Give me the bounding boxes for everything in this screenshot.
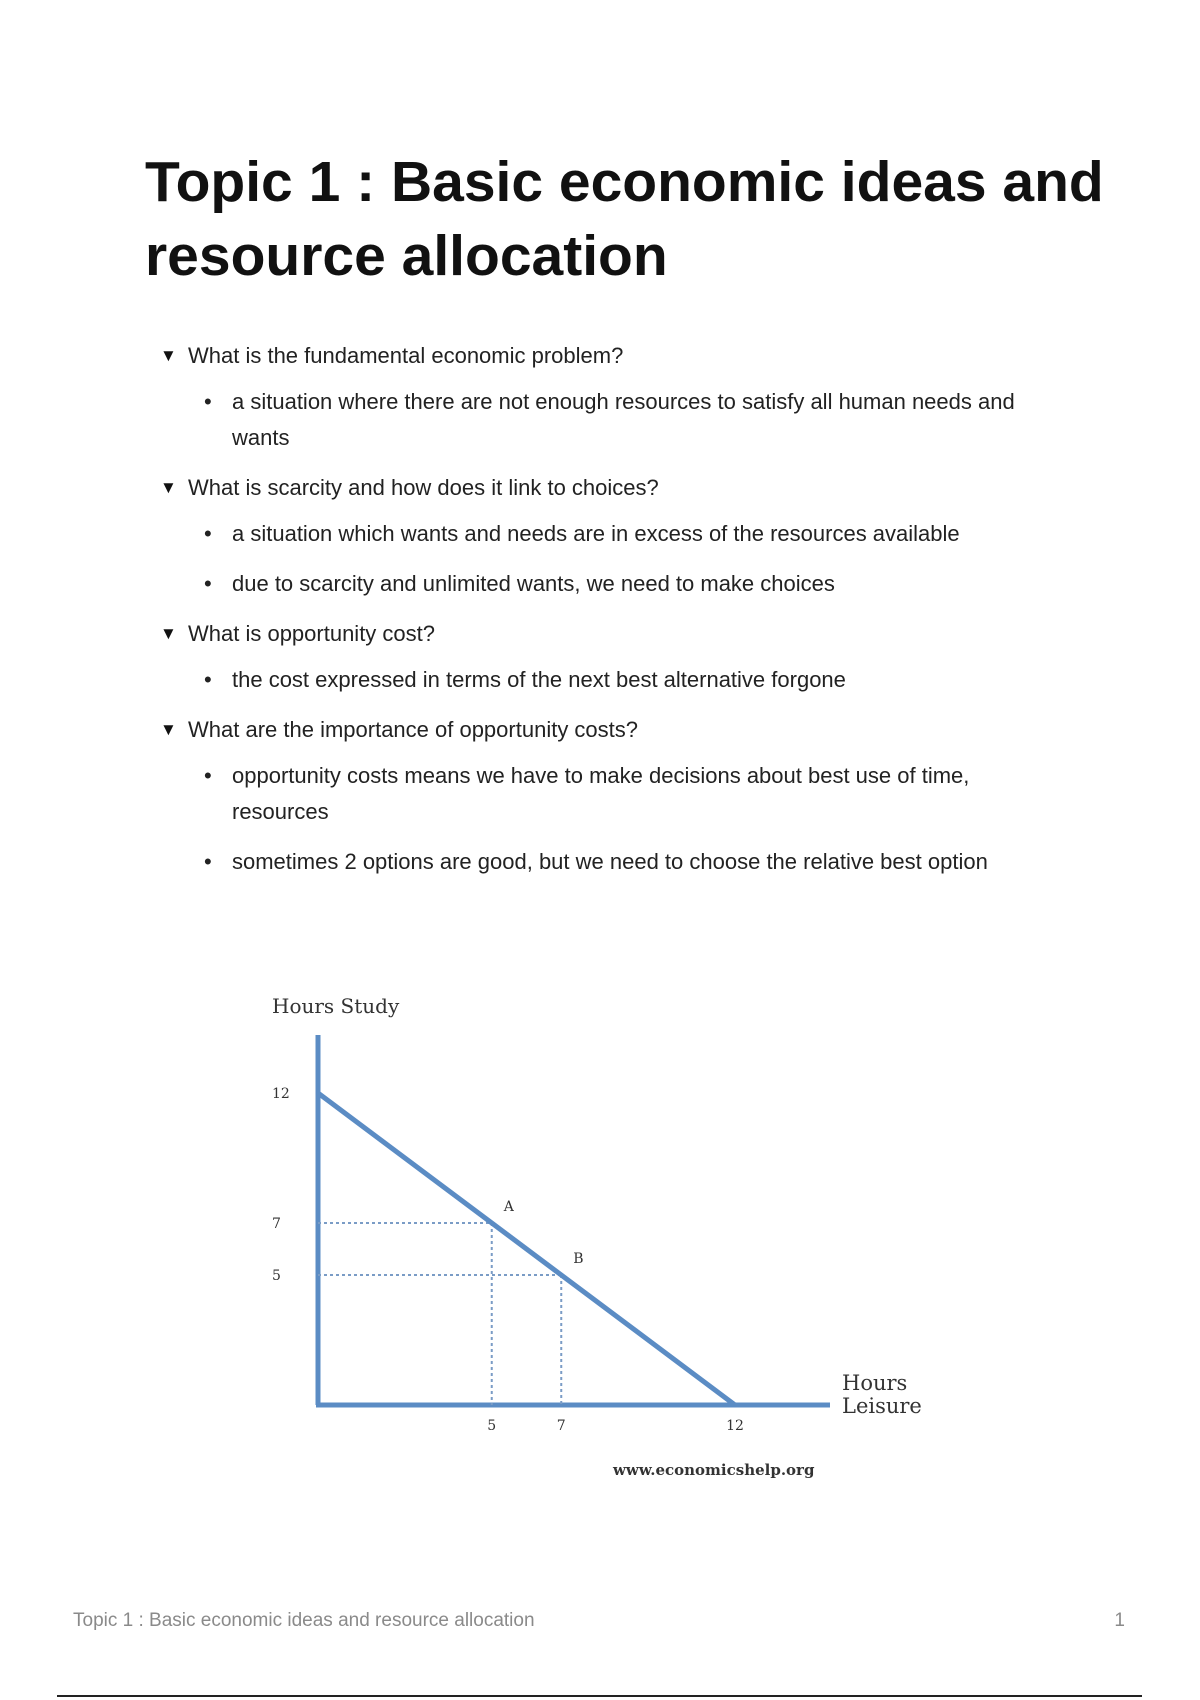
chart-source: www.economicshelp.org — [613, 1461, 815, 1479]
bullet-item: • sometimes 2 options are good, but we need to choose the relative best option — [160, 844, 1032, 880]
toggle-fundamental-problem — [160, 338, 1060, 456]
toggle-header[interactable] — [160, 616, 1060, 652]
x-axis-label-line-1: Hours — [842, 1371, 908, 1395]
x-tick-label: 12 — [726, 1418, 744, 1434]
x-axis-label-line-2: Leisure — [842, 1394, 922, 1418]
triangle-down-icon[interactable]: ▼ — [160, 346, 177, 365]
toggle-question: What is the fundamental economic problem? — [188, 343, 624, 368]
ppf-chart — [230, 985, 950, 1485]
triangle-down-icon[interactable]: ▼ — [160, 720, 177, 739]
toggle-question: What are the importance of opportunity costs? — [188, 717, 639, 742]
toggle-scarcity — [160, 470, 1060, 602]
bullet-list — [160, 662, 1060, 698]
footer-divider — [57, 1695, 1142, 1697]
point-labels — [503, 1199, 584, 1267]
toggle-importance — [160, 712, 1060, 880]
y-axis-label: Hours Study — [272, 994, 400, 1018]
bullet-item: • opportunity costs means we have to make decisions about best use of time, resources — [160, 758, 1032, 830]
x-tick-label: 7 — [556, 1418, 566, 1434]
bullet-item: • the cost expressed in terms of the next best alternative forgone — [160, 662, 1032, 698]
triangle-down-icon[interactable]: ▼ — [160, 478, 177, 497]
point-label-A: A — [503, 1199, 514, 1215]
toggle-header[interactable] — [160, 338, 1060, 374]
bullet-list — [160, 758, 1060, 880]
page-number: 1 — [1114, 1610, 1125, 1631]
toggle-header[interactable] — [160, 470, 1060, 506]
page-title: Topic 1 : Basic economic ideas and resource allocation — [145, 150, 1104, 288]
ppf-series-line — [318, 1093, 735, 1405]
triangle-down-icon[interactable]: ▼ — [160, 624, 177, 643]
bullet-item: • a situation where there are not enough resources to satisfy all human needs and wants — [160, 384, 1032, 456]
bullet-list — [160, 384, 1060, 456]
x-tick-label: 5 — [487, 1418, 497, 1434]
toggle-header[interactable] — [160, 712, 1060, 748]
tick-labels — [272, 1086, 744, 1434]
footer-title: Topic 1 : Basic economic ideas and resource allocation — [73, 1610, 535, 1631]
toggle-opportunity-cost — [160, 616, 1060, 698]
point-label-B: B — [573, 1251, 584, 1267]
toggle-question: What is opportunity cost? — [188, 621, 436, 646]
toggle-list — [160, 338, 1060, 894]
bullet-item: • due to scarcity and unlimited wants, we need to make choices — [160, 566, 1032, 602]
y-tick-label: 5 — [272, 1268, 281, 1284]
bullet-item: • a situation which wants and needs are in excess of the resources available — [160, 516, 1032, 552]
y-tick-label: 7 — [272, 1216, 281, 1232]
toggle-question: What is scarcity and how does it link to choices? — [188, 475, 659, 500]
y-tick-label: 12 — [272, 1086, 290, 1102]
bullet-list — [160, 516, 1060, 602]
